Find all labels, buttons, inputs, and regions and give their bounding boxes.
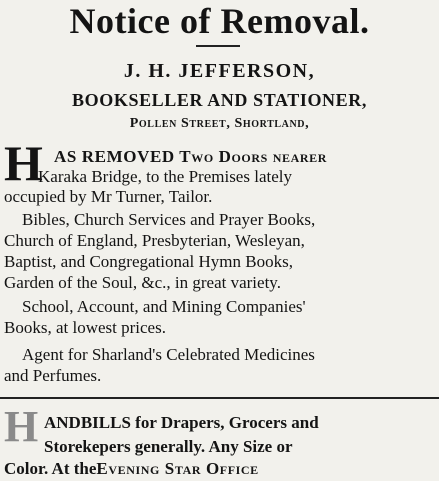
notice-headline: Notice of Removal. [69, 1, 370, 41]
para1-line3: occupied by Mr Turner, Tailor. [4, 187, 213, 206]
para1-line1: AS REMOVED Two Doors nearer [54, 147, 328, 166]
body-line [54, 147, 327, 167]
para1-line2: Karaka Bridge, to the Premises lately [38, 167, 292, 186]
handbills-drop-cap: H [4, 402, 39, 451]
para4-line1: Agent for Sharland's Celebrated Medicines [22, 345, 315, 364]
drop-cap: H [4, 135, 43, 191]
handbills-line2: Storekepers generally. Any Size or [44, 437, 293, 456]
handbills-line1: ANDBILLS for Drapers, Grocers and [44, 413, 319, 432]
headline-divider [196, 45, 240, 47]
para2-line1: Bibles, Church Services and Prayer Books, [22, 210, 316, 229]
para4-line2: and Perfumes. [4, 366, 102, 385]
para2-line3: Baptist, and Congregational Hymn Books, [4, 252, 293, 271]
merchant-name: J. H. JEFFERSON, [123, 60, 316, 82]
evening-star-office: Evening Star Office [96, 459, 259, 478]
handbills-line3 [4, 459, 259, 479]
merchant-trade: BOOKSELLER AND STATIONER, [72, 90, 367, 110]
section-divider [0, 397, 439, 399]
para2-line4: Garden of the Soul, &c., in great variety. [4, 273, 281, 292]
para3-line2: Books, at lowest prices. [4, 318, 166, 337]
para3-line1: School, Account, and Mining Companies' [22, 297, 306, 316]
merchant-address: Pollen Street, Shortland, [129, 116, 310, 131]
handbills-line3-prefix: Color. At the [4, 459, 97, 478]
para2-line2: Church of England, Presbyterian, Wesleyan, [4, 231, 305, 250]
